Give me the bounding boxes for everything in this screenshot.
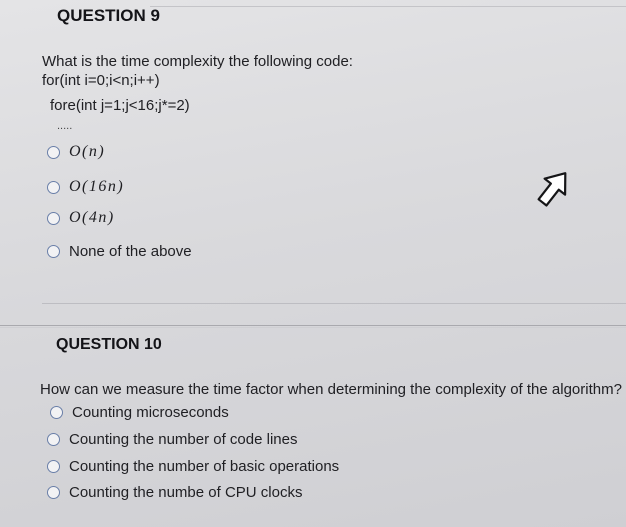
q9-option-1-label: O(n) — [69, 143, 106, 160]
q10-option-2[interactable] — [47, 431, 297, 448]
radio-button[interactable] — [47, 433, 60, 446]
code-line-2: fore(int j=1;j<16;j*=2) — [50, 97, 190, 114]
radio-button[interactable] — [47, 245, 60, 258]
q9-option-4-label: None of the above — [69, 243, 192, 260]
question-10-prompt: How can we measure the time factor when determining the complexity of the algorithm? — [40, 381, 622, 398]
q9-option-3[interactable] — [47, 209, 115, 227]
question-separator-shadow — [0, 327, 626, 328]
radio-button[interactable] — [47, 212, 60, 225]
code-line-1: for(int i=0;i<n;i++) — [42, 72, 160, 89]
radio-button[interactable] — [47, 486, 60, 499]
top-divider — [150, 6, 626, 7]
question-9-prompt: What is the time complexity the following code: — [42, 53, 353, 70]
radio-button[interactable] — [47, 181, 60, 194]
q10-option-2-label: Counting the number of code lines — [69, 431, 298, 448]
q10-option-4-label: Counting the numbe of CPU clocks — [69, 484, 303, 501]
q10-option-4[interactable] — [47, 484, 302, 501]
q9-option-4[interactable] — [47, 243, 192, 260]
q9-option-2[interactable] — [47, 178, 124, 196]
section-divider — [42, 303, 626, 304]
q10-option-3[interactable] — [47, 458, 339, 475]
q10-option-1-label: Counting microseconds — [72, 404, 229, 421]
q10-option-1[interactable] — [50, 404, 229, 421]
code-ellipsis: ..... — [57, 120, 73, 132]
radio-button[interactable] — [50, 406, 63, 419]
q9-option-3-label: O(4n) — [69, 209, 115, 226]
question-separator — [0, 325, 626, 326]
mouse-pointer-icon — [533, 166, 573, 212]
q9-option-1[interactable] — [47, 143, 105, 161]
radio-button[interactable] — [47, 460, 60, 473]
question-9-heading: QUESTION 9 — [57, 6, 160, 25]
q9-option-2-label: O(16n) — [69, 178, 125, 195]
question-10-heading: QUESTION 10 — [56, 336, 162, 353]
radio-button[interactable] — [47, 146, 60, 159]
q10-option-3-label: Counting the number of basic operations — [69, 458, 340, 475]
